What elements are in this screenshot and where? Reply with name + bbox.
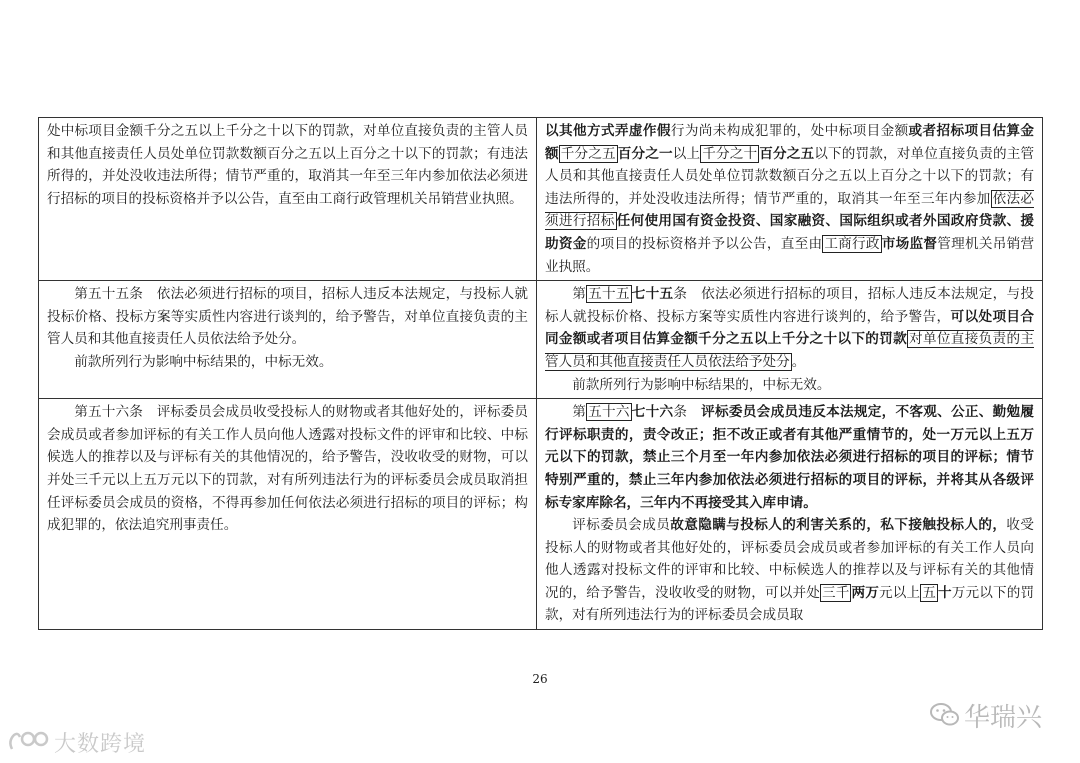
- deleted-text: 千分之十: [702, 145, 758, 162]
- added-text: 百分之一: [617, 145, 673, 162]
- wechat-icon: [930, 702, 960, 728]
- table-row: [39, 399, 1043, 630]
- text-run: 的项目的投标资格并予以公告，直至由: [586, 235, 823, 252]
- new-text-paragraph: 前款所列行为影响中标结果的，中标无效。: [572, 376, 831, 393]
- text-run: 元以上: [878, 584, 921, 601]
- added-text: 故意隐瞒与投标人的利害关系的，私下接触投标人的，: [670, 517, 1007, 534]
- new-text-cell: [537, 281, 1043, 399]
- old-text-paragraph: 第五十五条 依法必须进行招标的项目，招标人违反本法规定，与投标人就投标价格、投标方案等实质性内容进行谈判的，给予警告，对单位直接负责的主管人员和其他直接责任人员依法给予处分。: [47, 286, 528, 348]
- deleted-text: 五: [922, 584, 936, 601]
- watermark-source-text: 大数跨境: [54, 731, 147, 757]
- text-run: 收受投标人的财物或者其他好处的，评标委员会成员或者参加评标的有关工作人员向他人透露对投标文件的评审和比较、中标候选人的推荐以及与评标有关的其他情况的，给予警告，没收收受的财物，可以并处: [545, 517, 1035, 601]
- logo-icon: [6, 729, 50, 755]
- new-text-paragraph: [545, 514, 1034, 627]
- added-text: 评标委员会成员违反本法规定，不客观、公正、勤勉履行评标职责的，责令改正；拒不改正或者有其他严重情节的，处一万元以上五万元以下的罚款，禁止三个月至一年内参加依法必须进行招标的项目的评标；情节特别严重的，禁止三年内参加依法必须进行招标的项目的评标，并将其从各级评标专家库除名，三年内不再接受其入库申请。: [545, 404, 1035, 511]
- watermark-brand: [930, 695, 1042, 735]
- text-run: 万元以下的罚款，对有所列违法行为的评标委员会成员取: [545, 584, 1035, 624]
- deleted-text: 工商行政: [824, 235, 880, 252]
- text-run: 以上: [672, 145, 701, 162]
- deleted-text: 五十六: [588, 404, 630, 421]
- text-run: 评标委员会成员: [572, 517, 671, 534]
- old-text-paragraph: 处中标项目金额千分之五以上千分之十以下的罚款，对单位直接负责的主管人员和其他直接责任人员处单位罚款数额百分之五以上百分之十以下的罚款；有违法所得的，并处没收违法所得；情节严重的，取消其一年至三年内参加依法必须进行招标的项目的投标资格并予以公告，直至由工商行政管理机关吊销营业执照。: [47, 123, 528, 207]
- added-text: 以其他方式弄虚作假: [545, 123, 671, 139]
- added-text: 市场监督: [881, 235, 938, 252]
- table-row: [39, 118, 1043, 281]
- new-text-paragraph: [545, 283, 1034, 373]
- old-text-cell: [39, 281, 537, 399]
- text-run: 。: [791, 353, 806, 370]
- old-text-cell: [39, 399, 537, 630]
- old-text-paragraph: 第五十六条 评标委员会成员收受投标人的财物或者其他好处的，评标委员会成员或者参加评标的有关工作人员向他人透露对投标文件的评审和比较、中标候选人的推荐以及与评标有关的其他情况的，给予警告，没收收受的财物，可以并处三千元以上五万元以下的罚款，对有所列违法行为的评标委员会成员取消担任评标委员会成员的资格，不得再参加任何依法必须进行招标的项目的评标；构成犯罪的，依法追究刑事责任。: [47, 404, 528, 534]
- new-text-paragraph: [545, 120, 1034, 278]
- deleted-text: 五十五: [588, 286, 630, 303]
- text-run: 管理机关吊销营业执照。: [545, 235, 1035, 275]
- added-text: 七十六: [631, 404, 674, 421]
- comparison-table: [38, 117, 1043, 630]
- text-run: 第: [572, 404, 587, 421]
- text-run: 以下的罚款，对单位直接负责的主管人员和其他直接责任人员处单位罚款数额百分之五以上百分之十以下的罚款；有违法所得的，并处没收违法所得；情节严重的，取消其一年至三年内参加: [545, 145, 1035, 207]
- old-text-cell: [39, 118, 537, 281]
- deleted-text: 对单位直接负责的主管人员和其他直接责任人员依法给予处分: [545, 331, 1034, 370]
- text-run: 第: [572, 286, 587, 303]
- added-text: 可以处项目合同金额或者项目估算金额千分之五以上千分之十以下的罚款: [545, 308, 1035, 348]
- watermark-source: [6, 724, 146, 760]
- table-row: [39, 281, 1043, 399]
- old-text-paragraph: 前款所列行为影响中标结果的，中标无效。: [74, 353, 333, 370]
- text-run: 条 依法必须进行招标的项目，招标人违反本法规定，与投标人就投标价格、投标方案等实质性内容进行谈判的，给予警告，: [545, 286, 1035, 325]
- page-number: 26: [532, 672, 548, 686]
- added-text: 十: [937, 584, 952, 601]
- added-text: 百分之五: [759, 145, 815, 162]
- added-text: 两万: [851, 584, 879, 601]
- text-run: 行为尚未构成犯罪的，处中标项目金额: [670, 123, 909, 139]
- added-text: 七十五: [631, 286, 674, 303]
- text-run: 条: [673, 404, 702, 421]
- new-text-cell: [537, 118, 1043, 281]
- new-text-paragraph: [545, 401, 1034, 514]
- deleted-text: 三千: [821, 584, 850, 601]
- watermark-brand-text: 华瑞兴: [964, 702, 1043, 733]
- new-text-cell: [537, 399, 1043, 630]
- added-text: 任何使用国有资金投资、国家融资、国际组织或者外国政府贷款、援助资金: [545, 213, 1035, 252]
- deleted-text: 千分之五: [560, 145, 616, 162]
- deleted-text: 依法必须进行招标: [545, 190, 1035, 230]
- added-text: 或者招标项目估算金额: [545, 123, 1035, 162]
